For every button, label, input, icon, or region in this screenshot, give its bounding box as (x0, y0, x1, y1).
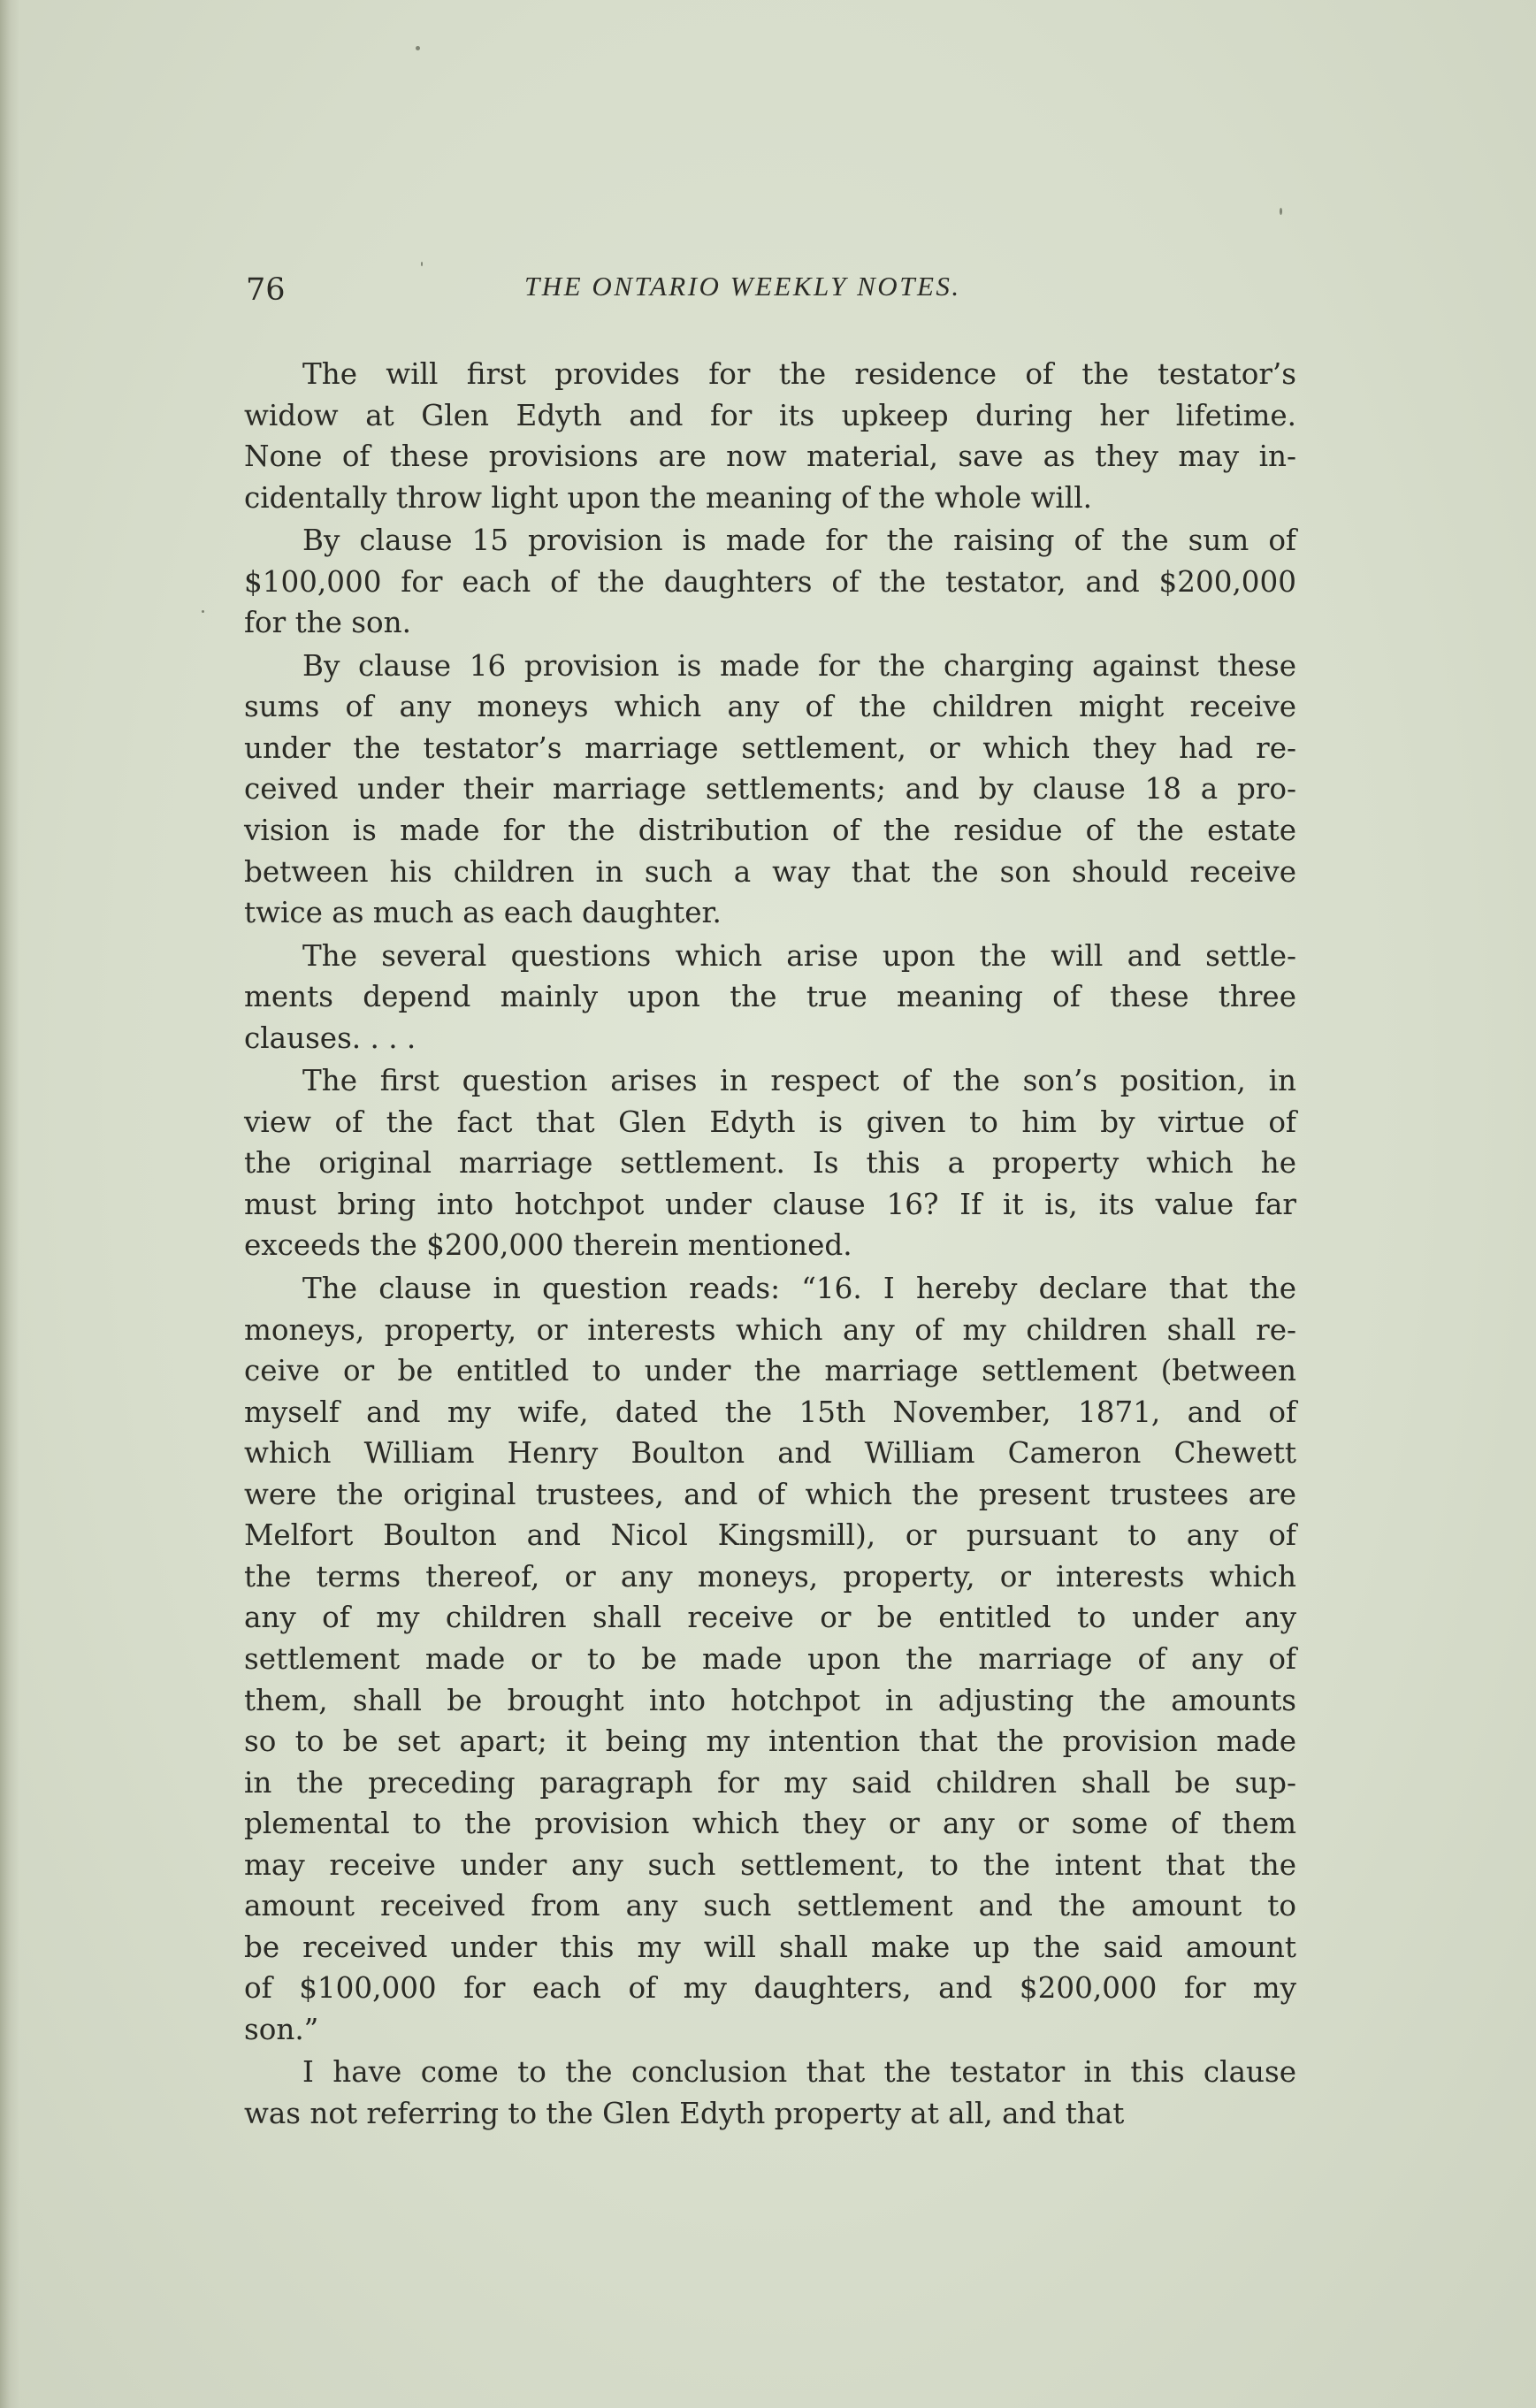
text-line: must bring into hotchpot under clause 16? If it is, its value far (244, 1187, 1296, 1221)
text-line: The several questions which arise upon the will and settle- (302, 938, 1296, 973)
paragraph (244, 936, 1296, 1059)
paragraph (244, 354, 1296, 518)
text-line: view of the fact that Glen Edyth is given to him by virtue of (244, 1105, 1296, 1139)
text-line: between his children in such a way that the son should receive (244, 854, 1296, 889)
text-line: I have come to the conclusion that the testator in this clause (302, 2055, 1296, 2090)
text-line: By clause 15 provision is made for the raising of the sum of (302, 524, 1296, 558)
text-line: myself and my wife, dated the 15th November, 1871, and of (244, 1395, 1296, 1429)
text-line: ments depend mainly upon the true meaning of these three (244, 980, 1296, 1014)
text-line: under the testator’s marriage settlement, or which they had re- (244, 730, 1296, 765)
text-line: $100,000 for each of the daughters of the testator, and $200,000 (244, 564, 1296, 599)
page-number: 76 (246, 272, 286, 308)
text-line: clauses. . . . (244, 1021, 416, 1055)
text-line: ceive or be entitled to under the marriage settlement (between (244, 1354, 1296, 1388)
text-line: settlement made or to be made upon the marriage of any of (244, 1641, 1296, 1676)
text-line: ceived under their marriage settlements; and by clause 18 a pro- (244, 772, 1296, 806)
text-line: sums of any moneys which any of the children might receive (244, 690, 1296, 724)
text-line: moneys, property, or interests which any of my children shall re- (244, 1312, 1296, 1347)
text-line: vision is made for the distribution of the residue of the estate (244, 814, 1296, 848)
text-line: were the original trustees, and of which the present trustees are (244, 1477, 1296, 1511)
text-line: any of my children shall receive or be entitled to under any (244, 1601, 1296, 1635)
text-line: be received under this my will shall make up the said amount (244, 1930, 1296, 1964)
text-line: Melfort Boulton and Nicol Kingsmill), or pursuant to any of (244, 1518, 1296, 1553)
text-line: exceeds the $200,000 therein mentioned. (244, 1228, 852, 1263)
text-line: widow at Glen Edyth and for its upkeep during her lifetime. (244, 398, 1296, 432)
text-line: may receive under any such settlement, to the intent that the (244, 1847, 1296, 1882)
paragraph (244, 520, 1296, 644)
text-line: None of these provisions are now material, save as they may in- (244, 440, 1296, 474)
running-head (246, 265, 1298, 318)
text-line: By clause 16 provision is made for the charging against these (302, 648, 1296, 683)
text-line: in the preceding paragraph for my said children shall be sup- (244, 1765, 1296, 1800)
text-line: the terms thereof, or any moneys, property, or interests which (244, 1559, 1296, 1594)
text-line: for the son. (244, 606, 411, 640)
journal-title: THE ONTARIO WEEKLY NOTES. (524, 271, 961, 302)
text-line: the original marriage settlement. Is this a property which he (244, 1146, 1296, 1181)
body-text (244, 354, 1296, 2137)
text-line: twice as much as each daughter. (244, 896, 722, 930)
text-line: The will first provides for the residence of the testator’s (302, 357, 1296, 391)
text-line: The clause in question reads: “16. I hereby declare that the (302, 1272, 1296, 1306)
text-line: was not referring to the Glen Edyth property at all, and that (244, 2096, 1125, 2130)
text-line: them, shall be brought into hotchpot in adjusting the amounts (244, 1683, 1296, 1717)
text-line: so to be set apart; it being my intention that the provision made (244, 1724, 1296, 1759)
text-line: plemental to the provision which they or any or some of them (244, 1807, 1296, 1841)
paragraph (244, 2052, 1296, 2134)
paragraph (244, 1060, 1296, 1266)
text-line: The first question arises in respect of the son’s position, in (302, 1064, 1296, 1098)
text-line: cidentally throw light upon the meaning of the whole will. (244, 480, 1092, 515)
text-line: son.” (244, 2012, 319, 2046)
text-line: which William Henry Boulton and William Cameron Chewett (244, 1436, 1296, 1471)
text-line: of $100,000 for each of my daughters, and $200,000 for my (244, 1971, 1296, 2006)
paragraph (244, 646, 1296, 934)
text-line: amount received from any such settlement and the amount to (244, 1889, 1296, 1923)
paragraph (244, 1268, 1296, 2050)
page-binding-edge (0, 0, 19, 2408)
